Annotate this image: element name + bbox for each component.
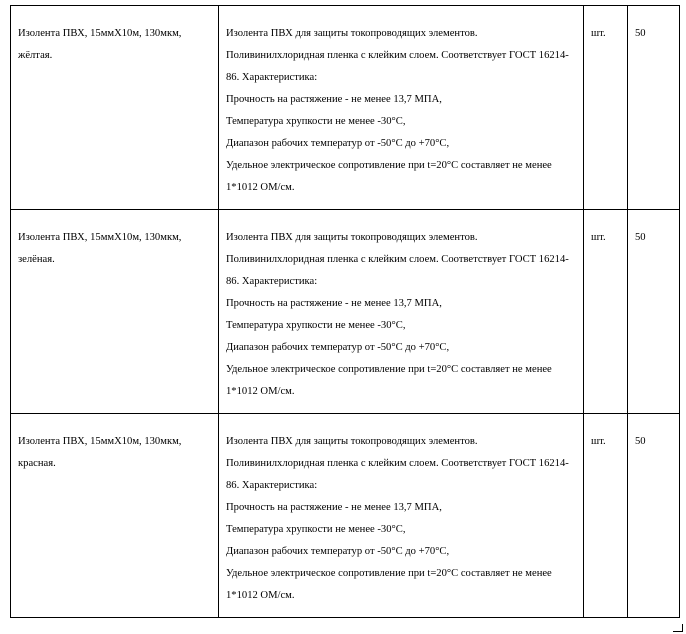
item-unit: шт.	[591, 28, 606, 39]
item-quantity-cell	[628, 414, 680, 618]
item-name: Изолента ПВХ, 15ммХ10м, 130мкм, зелёнaя.	[18, 232, 182, 265]
item-description-cell	[219, 414, 584, 618]
description-line: Прочность на растяжение - не менее 13,7 МПА,	[226, 94, 442, 105]
description-line: Диапазон рабочих температур от -50°С до +70°С,	[226, 546, 450, 557]
item-unit-cell	[584, 6, 628, 210]
item-unit-cell	[584, 210, 628, 414]
item-unit: шт.	[591, 232, 606, 243]
item-quantity: 50	[635, 28, 646, 39]
item-name-cell	[11, 210, 219, 414]
item-quantity: 50	[635, 436, 646, 447]
specification-table	[10, 5, 680, 618]
item-unit-cell	[584, 414, 628, 618]
description-line: Удельное электрическое сопротивление при t=20°С составляет не менее 1*1012 ОМ/см.	[226, 568, 552, 601]
item-name: Изолента ПВХ, 15ммХ10м, 130мкм, красная.	[18, 436, 182, 469]
description-line: Изолента ПВХ для защиты токопроводящих элементов.	[226, 436, 478, 447]
description-line: Прочность на растяжение - не менее 13,7 МПА,	[226, 298, 442, 309]
item-name: Изолента ПВХ, 15ммХ10м, 130мкм, жёлтая.	[18, 28, 182, 61]
description-line: Изолента ПВХ для защиты токопроводящих элементов.	[226, 28, 478, 39]
table-row	[11, 210, 680, 414]
description-line: Поливинилхлоридная пленка с клейким слоем. Соответствует ГОСТ 16214-86. Характеристика:	[226, 50, 569, 83]
description-line: Поливинилхлоридная пленка с клейким слоем. Соответствует ГОСТ 16214-86. Характеристика:	[226, 458, 569, 491]
item-description-cell	[219, 6, 584, 210]
description-line: Температура хрупкости не менее -30°С,	[226, 524, 406, 535]
description-line: Диапазон рабочих температур от -50°С до +70°С,	[226, 342, 450, 353]
item-quantity-cell	[628, 6, 680, 210]
description-line: Прочность на растяжение - не менее 13,7 МПА,	[226, 502, 442, 513]
item-quantity: 50	[635, 232, 646, 243]
description-line: Температура хрупкости не менее -30°С,	[226, 320, 406, 331]
description-line: Изолента ПВХ для защиты токопроводящих элементов.	[226, 232, 478, 243]
item-name-cell	[11, 6, 219, 210]
page-corner-mark	[673, 624, 683, 632]
table-row	[11, 6, 680, 210]
description-line: Температура хрупкости не менее -30°С,	[226, 116, 406, 127]
description-line: Поливинилхлоридная пленка с клейким слоем. Соответствует ГОСТ 16214-86. Характеристика:	[226, 254, 569, 287]
description-line: Диапазон рабочих температур от -50°С до +70°С,	[226, 138, 450, 149]
item-unit: шт.	[591, 436, 606, 447]
item-description-cell	[219, 210, 584, 414]
description-line: Удельное электрическое сопротивление при t=20°С составляет не менее 1*1012 ОМ/см.	[226, 364, 552, 397]
item-name-cell	[11, 414, 219, 618]
description-line: Удельное электрическое сопротивление при t=20°С составляет не менее 1*1012 ОМ/см.	[226, 160, 552, 193]
item-quantity-cell	[628, 210, 680, 414]
table-row	[11, 414, 680, 618]
